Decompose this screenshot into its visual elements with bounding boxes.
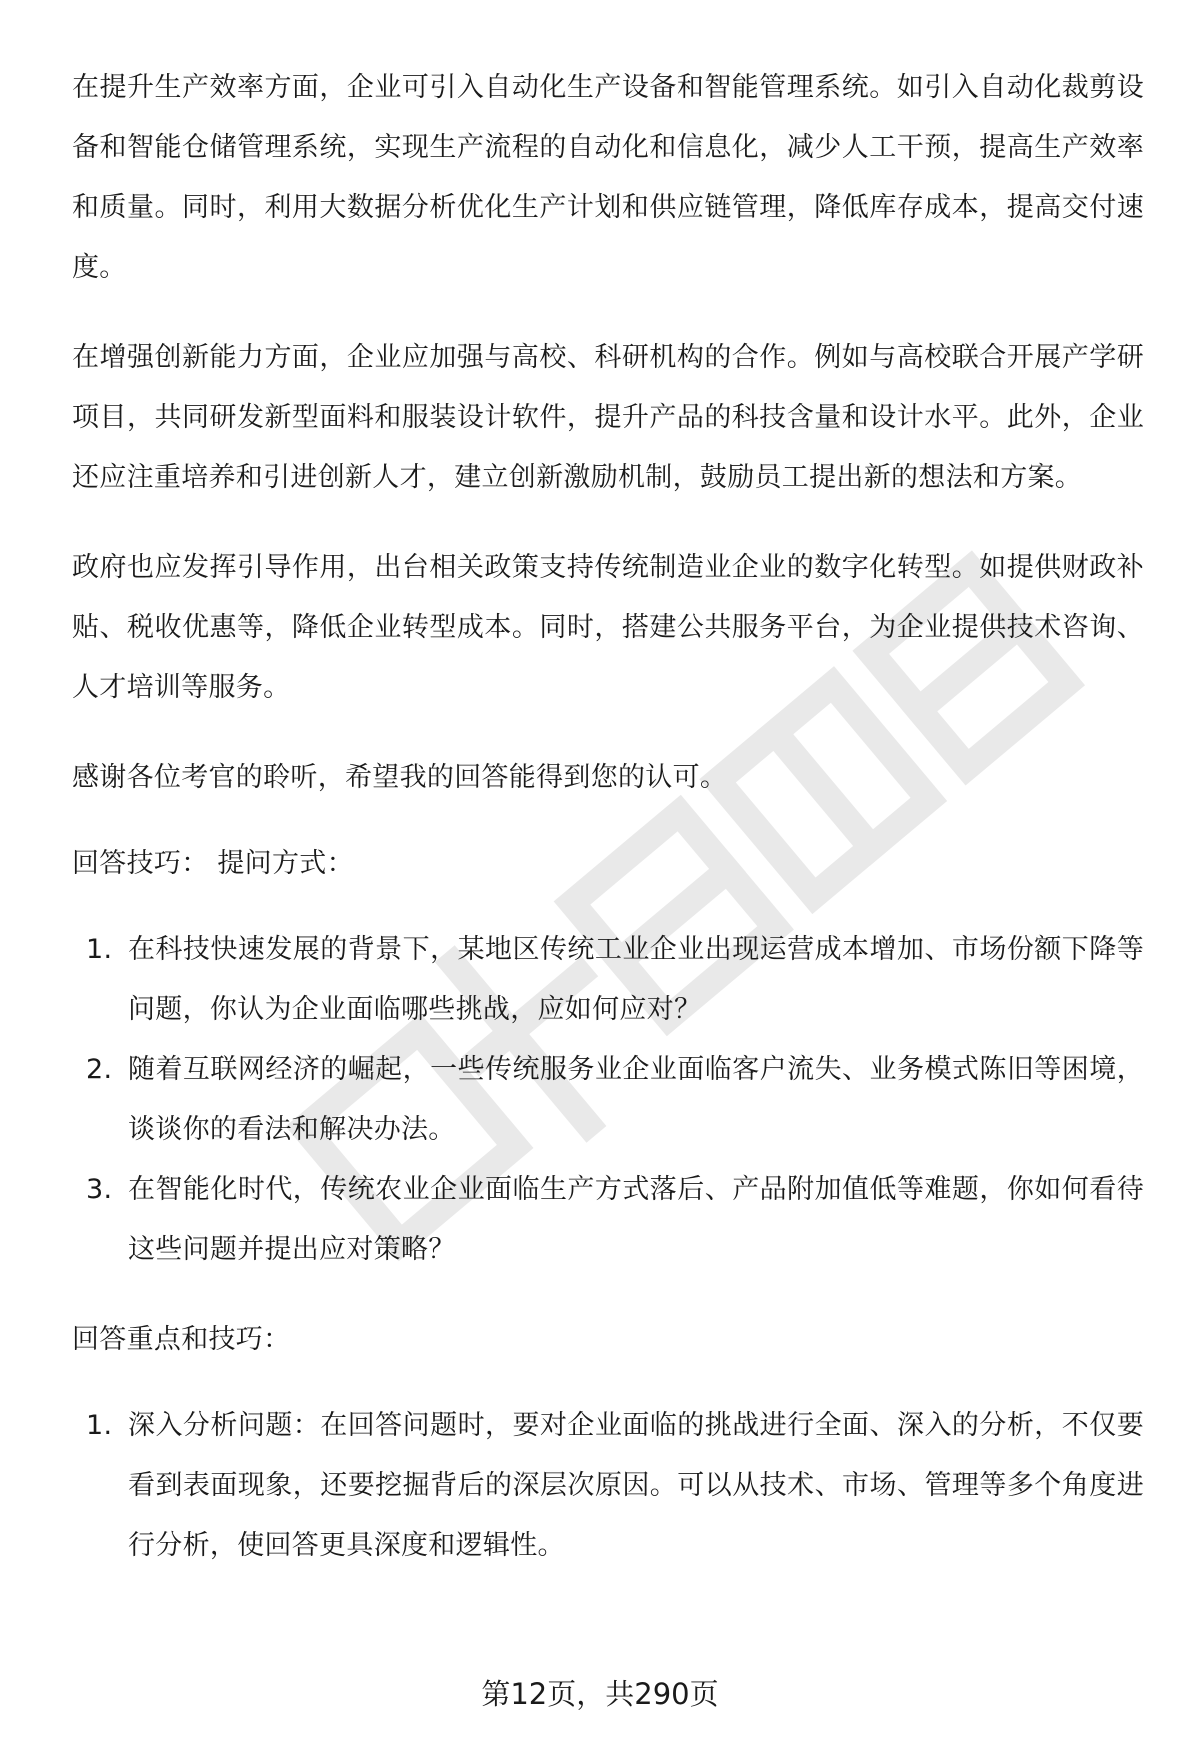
page-number-footer: 第12页，共290页: [481, 1677, 719, 1711]
paragraph-thanks: 感谢各位考官的聆听，希望我的回答能得到您的认可。: [72, 762, 728, 793]
section-heading-questions: 回答技巧： 提问方式：: [72, 848, 354, 879]
list-item-text: 深入分析问题：在回答问题时，要对企业面临的挑战进行全面、深入的分析，不仅要看到表面现象，还要挖掘背后的深层次原因。可以从技术、市场、管理等多个角度进行分析，使回答更具深度和逻辑性。: [128, 1410, 1144, 1561]
list-number: 2.: [86, 1054, 113, 1085]
list-item: [72, 920, 1144, 1040]
list-number: 1.: [86, 1410, 113, 1441]
list-item: [72, 1160, 1144, 1280]
paragraph-innovation: 在增强创新能力方面，企业应加强与高校、科研机构的合作。例如与高校联合开展产学研项目，共同研发新型面料和服装设计软件，提升产品的科技含量和设计水平。此外，企业还应注重培养和引进创新人才，建立创新激励机制，鼓励员工提出新的想法和方案。: [72, 342, 1144, 493]
list-item-text: 随着互联网经济的崛起，一些传统服务业企业面临客户流失、业务模式陈旧等困境，谈谈你的看法和解决办法。: [128, 1054, 1144, 1145]
list-item-text: 在智能化时代，传统农业企业面临生产方式落后、产品附加值低等难题，你如何看待这些问题并提出应对策略？: [128, 1174, 1144, 1265]
tips-list: [72, 1396, 1144, 1576]
list-item: [72, 1040, 1144, 1160]
list-item-text: 在科技快速发展的背景下，某地区传统工业企业出现运营成本增加、市场份额下降等问题，你认为企业面临哪些挑战，应如何应对？: [128, 934, 1144, 1025]
document-body: [72, 58, 1144, 1606]
list-number: 1.: [86, 934, 113, 965]
paragraph-efficiency: 在提升生产效率方面，企业可引入自动化生产设备和智能管理系统。如引入自动化裁剪设备和智能仓储管理系统，实现生产流程的自动化和信息化，减少人工干预，提高生产效率和质量。同时，利用大数据分析优化生产计划和供应链管理，降低库存成本，提高交付速度。: [72, 72, 1144, 283]
question-list: [72, 920, 1144, 1280]
list-number: 3.: [86, 1174, 113, 1205]
section-heading-tips: 回答重点和技巧：: [72, 1324, 291, 1355]
paragraph-government: 政府也应发挥引导作用，出台相关政策支持传统制造业企业的数字化转型。如提供财政补贴、税收优惠等，降低企业转型成本。同时，搭建公共服务平台，为企业提供技术咨询、人才培训等服务。: [72, 552, 1144, 703]
list-item: [72, 1396, 1144, 1576]
